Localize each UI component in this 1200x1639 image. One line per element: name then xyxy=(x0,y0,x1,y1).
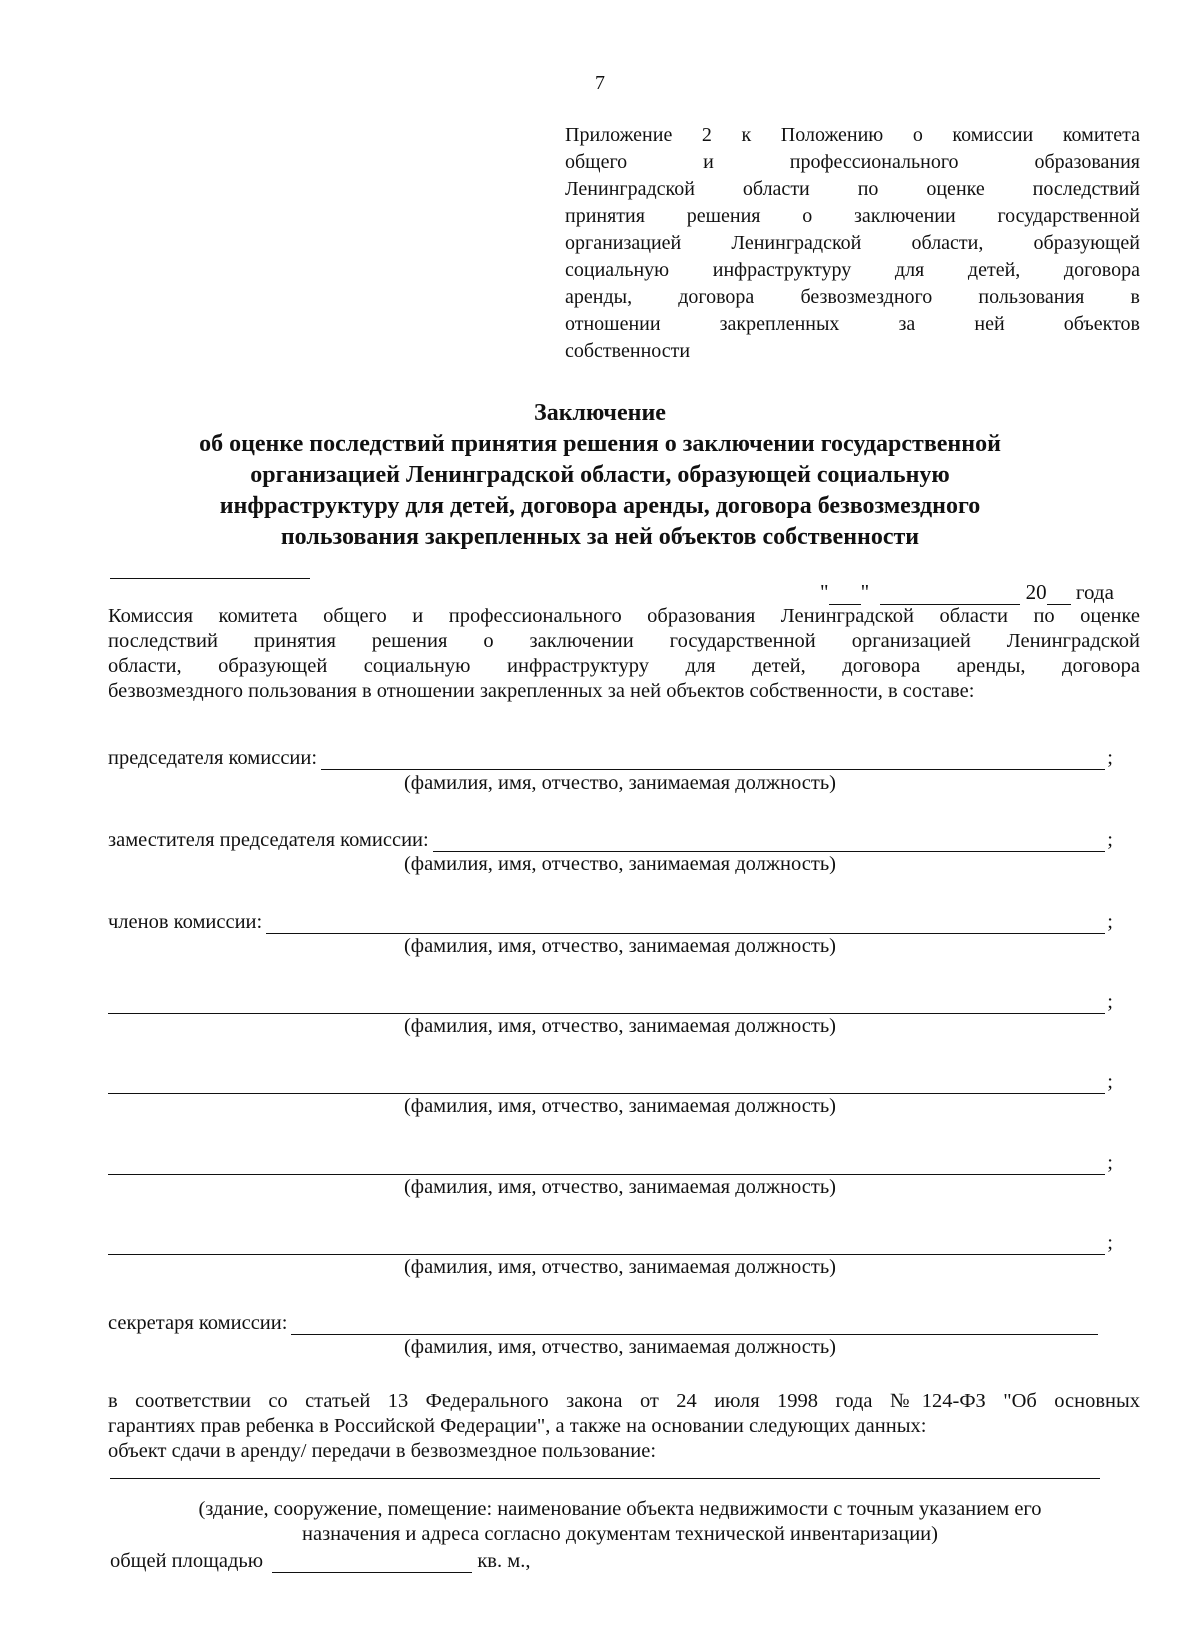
basis-paragraph xyxy=(108,1389,1140,1464)
document-title xyxy=(100,398,1100,553)
day-blank[interactable] xyxy=(829,582,861,605)
appendix-reference xyxy=(565,122,1140,365)
semicolon: ; xyxy=(1107,911,1113,933)
intro-line: Комиссия комитета общего и профессионального образования Ленинградской области по оценке xyxy=(108,605,1140,627)
chair-field xyxy=(108,744,1113,770)
chair-label: председателя комиссии: xyxy=(108,747,318,769)
year-suffix: года xyxy=(1075,580,1114,604)
semicolon: ; xyxy=(1107,747,1113,769)
semicolon: ; xyxy=(1107,1232,1113,1254)
title-line: инфраструктуру для детей, договора аренды, договора безвозмездного xyxy=(219,493,981,519)
member-input-line[interactable] xyxy=(108,1073,1105,1094)
deputy-field xyxy=(108,826,1113,852)
semicolon: ; xyxy=(1107,991,1113,1013)
title-line: организацией Ленинградской области, образующей социальную xyxy=(250,462,950,488)
object-caption xyxy=(110,1497,1130,1547)
member-field xyxy=(108,1229,1113,1255)
member-input-line[interactable] xyxy=(108,1234,1105,1255)
area-label: общей площадью xyxy=(110,1550,264,1572)
year-prefix: 20 xyxy=(1025,580,1047,604)
intro-line: безвозмездного пользования в отношении закрепленных за ней объектов собственности, в составе: xyxy=(108,680,975,702)
intro-paragraph xyxy=(108,604,1140,704)
appendix-line: общего и профессионального образования xyxy=(565,151,1140,173)
year-blank[interactable] xyxy=(1047,582,1071,605)
field-caption: (фамилия, имя, отчество, занимаемая должность) xyxy=(403,1176,837,1198)
area-field xyxy=(110,1550,530,1573)
deputy-label: заместителя председателя комиссии: xyxy=(108,829,429,851)
member-input-line[interactable] xyxy=(266,913,1105,934)
member-field xyxy=(108,988,1113,1014)
appendix-line: Ленинградской области по оценке последствий xyxy=(565,178,1140,200)
secretary-input-line[interactable] xyxy=(291,1314,1098,1335)
basis-line: объект сдачи в аренду/ передачи в безвозмездное пользование: xyxy=(108,1440,657,1462)
title-heading: Заключение xyxy=(534,400,666,426)
chair-input-line[interactable] xyxy=(321,749,1105,770)
semicolon: ; xyxy=(1107,1071,1113,1093)
member-input-line[interactable] xyxy=(108,1154,1105,1175)
appendix-line: организацией Ленинградской области, образующей xyxy=(565,232,1140,254)
basis-line: в соответствии со статьей 13 Федерального закона от 24 июля 1998 года №124-ФЗ "Об основных xyxy=(108,1390,1140,1412)
basis-line: гарантиях прав ребенка в Российской Федерации", а также на основании следующих данных: xyxy=(108,1415,927,1437)
appendix-line: отношении закрепленных за ней объектов xyxy=(565,313,1140,335)
intro-line: области, образующей социальную инфраструктуру для детей, договора аренды, договора xyxy=(108,655,1140,677)
deputy-input-line[interactable] xyxy=(433,831,1106,852)
semicolon: ; xyxy=(1107,829,1113,851)
appendix-line: принятия решения о заключении государственной xyxy=(565,205,1140,227)
secretary-field xyxy=(108,1309,1098,1335)
member-field xyxy=(108,1068,1113,1094)
area-unit: кв. м., xyxy=(477,1550,531,1572)
place-blank-line xyxy=(110,578,310,579)
area-input-line[interactable] xyxy=(272,1550,472,1573)
members-label: членов комиссии: xyxy=(108,911,263,933)
date-line xyxy=(820,580,1120,605)
intro-line: последствий принятия решения о заключении государственной организацией Ленинградской xyxy=(108,630,1140,652)
month-blank[interactable] xyxy=(880,582,1020,605)
object-caption-line: назначения и адреса согласно документам технической инвентаризации) xyxy=(302,1523,938,1545)
field-caption: (фамилия, имя, отчество, занимаемая должность) xyxy=(403,935,837,957)
title-line: пользования закрепленных за ней объектов собственности xyxy=(280,524,920,550)
appendix-line: социальную инфраструктуру для детей, договора xyxy=(565,259,1140,281)
members-field xyxy=(108,908,1113,934)
appendix-line: собственности xyxy=(565,340,691,362)
date-close-quote: " xyxy=(860,580,870,604)
object-caption-line: (здание, сооружение, помещение: наименование объекта недвижимости с точным указанием его xyxy=(198,1498,1042,1520)
field-caption: (фамилия, имя, отчество, занимаемая должность) xyxy=(403,1256,837,1278)
field-caption: (фамилия, имя, отчество, занимаемая должность) xyxy=(403,853,837,875)
field-caption: (фамилия, имя, отчество, занимаемая должность) xyxy=(403,772,837,794)
field-caption: (фамилия, имя, отчество, занимаемая должность) xyxy=(403,1336,837,1358)
field-caption: (фамилия, имя, отчество, занимаемая должность) xyxy=(403,1095,837,1117)
appendix-line: аренды, договора безвозмездного пользования в xyxy=(565,286,1140,308)
member-input-line[interactable] xyxy=(108,993,1105,1014)
title-line: об оценке последствий принятия решения о заключении государственной xyxy=(199,431,1001,457)
member-field xyxy=(108,1149,1113,1175)
field-caption: (фамилия, имя, отчество, занимаемая должность) xyxy=(403,1015,837,1037)
object-input-line[interactable] xyxy=(110,1478,1100,1479)
page-number: 7 xyxy=(595,72,605,94)
semicolon: ; xyxy=(1107,1152,1113,1174)
appendix-line: Приложение 2 к Положению о комиссии комитета xyxy=(565,124,1140,146)
secretary-label: секретаря комиссии: xyxy=(108,1312,288,1334)
date-open-quote: " xyxy=(820,580,829,604)
